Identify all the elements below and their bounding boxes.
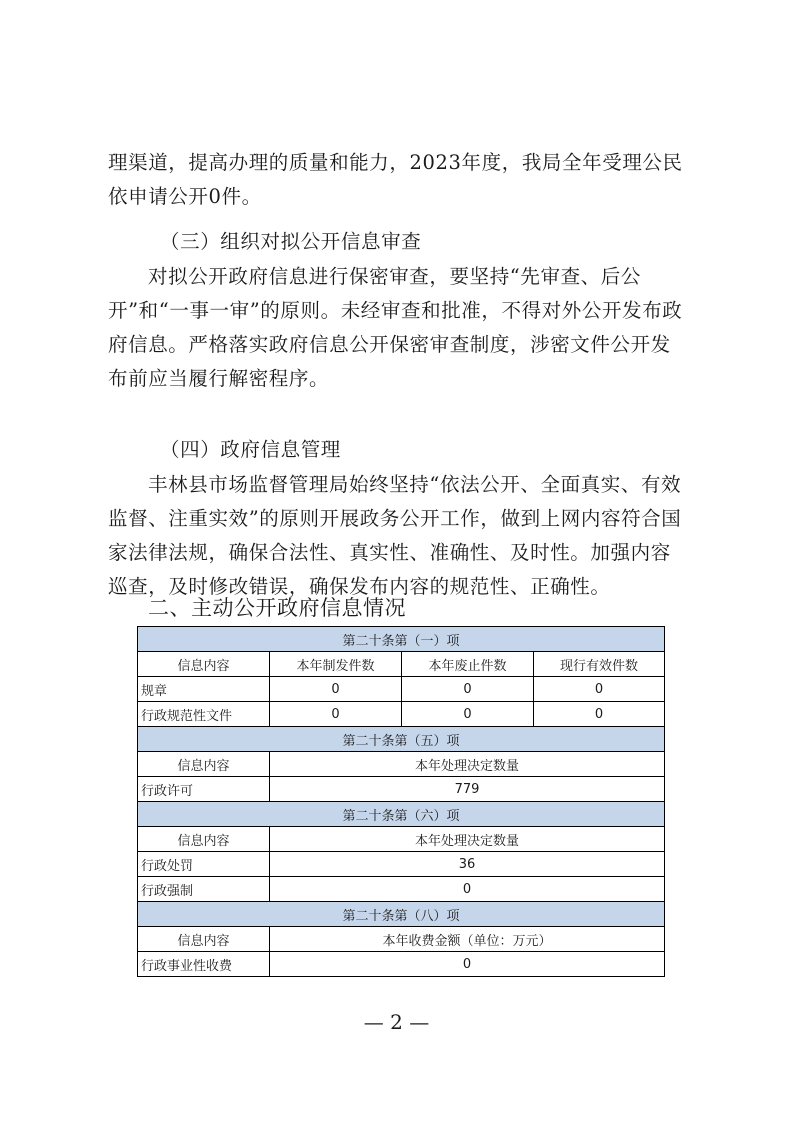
table-row bbox=[138, 952, 665, 977]
page-number: — 2 — bbox=[363, 1010, 430, 1034]
header-cell: 现行有效件数 bbox=[534, 652, 665, 677]
table-cell: 0 bbox=[534, 677, 665, 702]
table-row bbox=[138, 677, 665, 702]
band-article-20-1: 第二十条第（一）项 bbox=[138, 627, 665, 652]
paragraph-review: 对拟公开政府信息进行保密审查，要坚持“先审查、后公开”和“一事一审”的原则。未经审查和批准，不得对外公开发布政府信息。严格落实政府信息公开保密审查制度，涉密文件公开发布前应当履行解密程序。 bbox=[108, 265, 683, 390]
section-title: 二、主动公开政府信息情况 bbox=[148, 596, 406, 620]
table-cell: 779 bbox=[270, 777, 665, 802]
table-cell: 0 bbox=[402, 702, 534, 727]
heading-review: （三）组织对拟公开信息审查 bbox=[160, 230, 422, 253]
table-cell: 0 bbox=[270, 677, 402, 702]
table-row bbox=[138, 852, 665, 877]
disclosure-table bbox=[137, 626, 665, 977]
header-cell: 信息内容 bbox=[138, 927, 270, 952]
header-cell: 信息内容 bbox=[138, 652, 270, 677]
table-band-row bbox=[138, 627, 665, 652]
table-row bbox=[138, 777, 665, 802]
header-cell: 本年废止件数 bbox=[402, 652, 534, 677]
table-row bbox=[138, 702, 665, 727]
table-cell: 0 bbox=[270, 702, 402, 727]
table-cell: 0 bbox=[402, 677, 534, 702]
heading-management: （四）政府信息管理 bbox=[160, 438, 341, 461]
row-label: 行政许可 bbox=[138, 777, 270, 802]
paragraph-acceptance: 理渠道，提高办理的质量和能力，2023年度，我局全年受理公民依申请公开0件。 bbox=[108, 151, 683, 208]
band-article-20-6: 第二十条第（六）项 bbox=[138, 802, 665, 827]
table-band-row bbox=[138, 902, 665, 927]
band-article-20-8: 第二十条第（八）项 bbox=[138, 902, 665, 927]
row-label: 行政强制 bbox=[138, 877, 270, 902]
table-band-row bbox=[138, 727, 665, 752]
header-cell: 本年处理决定数量 bbox=[270, 752, 665, 777]
header-cell: 本年处理决定数量 bbox=[270, 827, 665, 852]
table-cell: 0 bbox=[270, 877, 665, 902]
table-band-row bbox=[138, 802, 665, 827]
band-article-20-5: 第二十条第（五）项 bbox=[138, 727, 665, 752]
table-header-row bbox=[138, 652, 665, 677]
table-cell: 36 bbox=[270, 852, 665, 877]
row-label: 行政规范性文件 bbox=[138, 702, 270, 727]
header-cell: 信息内容 bbox=[138, 752, 270, 777]
header-cell: 本年制发件数 bbox=[270, 652, 402, 677]
paragraph-management: 丰林县市场监督管理局始终坚持“依法公开、全面真实、有效监督、注重实效”的原则开展政务公开工作，做到上网内容符合国家法律法规，确保合法性、真实性、准确性、及时性。加强内容巡查，及时修改错误，确保发布内容的规范性、正确性。 bbox=[108, 473, 682, 598]
table-header-row bbox=[138, 827, 665, 852]
header-cell: 信息内容 bbox=[138, 827, 270, 852]
table-row bbox=[138, 877, 665, 902]
row-label: 行政事业性收费 bbox=[138, 952, 270, 977]
header-cell: 本年收费金额（单位：万元） bbox=[270, 927, 665, 952]
table-header-row bbox=[138, 927, 665, 952]
table-cell: 0 bbox=[534, 702, 665, 727]
row-label: 行政处罚 bbox=[138, 852, 270, 877]
table-header-row bbox=[138, 752, 665, 777]
row-label: 规章 bbox=[138, 677, 270, 702]
table-cell: 0 bbox=[270, 952, 665, 977]
